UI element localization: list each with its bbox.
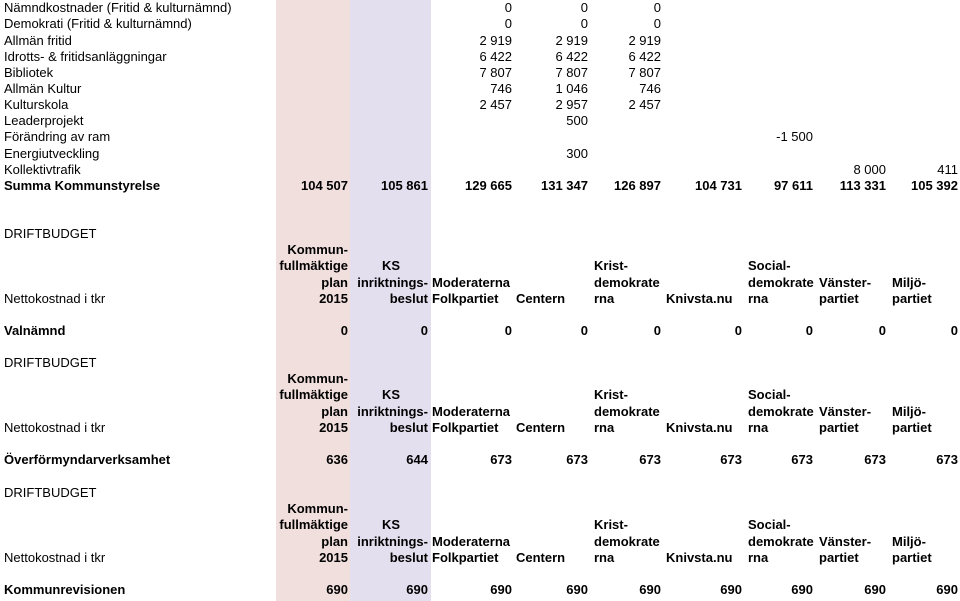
table-cell: 0 <box>504 16 512 31</box>
table-cell: 0 <box>734 323 742 338</box>
row-label: Allmän fritid <box>4 33 72 48</box>
section-title: DRIFTBUDGET <box>4 355 97 370</box>
column-header: 2015 <box>319 420 348 435</box>
table-cell: 6 422 <box>479 49 512 64</box>
column-header: Krist- <box>594 517 628 533</box>
row-label: Energiutveckling <box>4 146 100 161</box>
table-cell: 411 <box>937 162 958 177</box>
column-header: rna <box>748 291 769 306</box>
column-header: KS <box>382 517 401 533</box>
row-label: Kulturskola <box>4 97 69 112</box>
table-cell: 690 <box>406 582 428 597</box>
table-cell: 500 <box>566 113 588 128</box>
table-cell: 673 <box>936 452 958 467</box>
row-label: Leaderprojekt <box>4 113 84 128</box>
row-label: Bibliotek <box>4 65 54 80</box>
column-header: partiet <box>819 550 859 565</box>
total-row-label: Valnämnd <box>4 323 66 338</box>
column-header: partiet <box>819 291 859 306</box>
column-header: Kommun- <box>287 501 348 517</box>
table-cell: 7 807 <box>479 65 512 80</box>
column-header: Social- <box>748 387 791 403</box>
table-cell: 0 <box>420 323 428 338</box>
column-header: fullmäktige <box>279 387 348 403</box>
table-cell: 2 919 <box>555 33 588 48</box>
column-header: Vänster- <box>819 274 872 290</box>
column-header: Knivsta.nu <box>666 550 733 565</box>
row-label-nettokostnad: Nettokostnad i tkr <box>4 550 106 565</box>
column-header: Moderaterna <box>432 403 511 419</box>
column-header: Krist- <box>594 258 628 274</box>
table-cell: 0 <box>653 0 661 15</box>
column-header: Moderaterna <box>432 533 511 549</box>
column-header: 2015 <box>319 291 348 306</box>
table-cell: 0 <box>653 16 661 31</box>
table-cell: 2 919 <box>628 33 661 48</box>
table-cell: 0 <box>878 323 886 338</box>
table-cell: 673 <box>639 452 661 467</box>
column-header: fullmäktige <box>279 517 348 533</box>
table-cell: 673 <box>566 452 588 467</box>
column-header: Centern <box>516 420 566 435</box>
table-cell: 6 422 <box>628 49 661 64</box>
row-label: Summa Kommunstyrelse <box>4 178 161 193</box>
column-header: partiet <box>892 291 932 306</box>
column-header: Vänster- <box>819 403 872 419</box>
table-cell: 104 731 <box>695 178 742 193</box>
table-cell: 636 <box>326 452 348 467</box>
table-cell: -1 500 <box>776 129 813 144</box>
table-cell: 8 000 <box>853 162 886 177</box>
table-cell: 690 <box>490 582 512 597</box>
table-cell: 673 <box>864 452 886 467</box>
column-header: demokrate <box>748 533 814 549</box>
column-header: Centern <box>516 291 566 306</box>
table-cell: 690 <box>720 582 742 597</box>
table-cell: 105 392 <box>911 178 958 193</box>
table-cell: 0 <box>805 323 813 338</box>
row-label: Förändring av ram <box>4 129 111 144</box>
row-label: Allmän Kultur <box>4 81 82 96</box>
column-header: inriktnings- <box>357 403 428 419</box>
column-header: demokrate <box>594 403 660 419</box>
table-cell: 131 347 <box>541 178 588 193</box>
section-title: DRIFTBUDGET <box>4 485 97 500</box>
column-header: demokrate <box>748 274 814 290</box>
column-header: partiet <box>892 550 932 565</box>
column-header: Knivsta.nu <box>666 420 733 435</box>
column-header: Moderaterna <box>432 274 511 290</box>
table-cell: 746 <box>490 81 512 96</box>
column-header: Folkpartiet <box>432 420 499 435</box>
row-label: Kollektivtrafik <box>4 162 81 177</box>
column-header: demokrate <box>594 274 660 290</box>
table-cell: 7 807 <box>628 65 661 80</box>
column-header: Miljö- <box>892 533 926 549</box>
table-cell: 105 861 <box>381 178 428 193</box>
table-cell: 129 665 <box>465 178 512 193</box>
column-header: plan <box>321 533 348 549</box>
column-header: Kommun- <box>287 371 348 387</box>
table-cell: 113 331 <box>839 178 886 193</box>
table-cell: 644 <box>406 452 428 467</box>
table-cell: 673 <box>490 452 512 467</box>
table-cell: 0 <box>580 0 588 15</box>
column-header: plan <box>321 403 348 419</box>
table-cell: 126 897 <box>614 178 661 193</box>
table-cell: 690 <box>791 582 813 597</box>
column-header: Social- <box>748 517 791 533</box>
column-header: rna <box>594 420 615 435</box>
column-header: Knivsta.nu <box>666 291 733 306</box>
column-header: inriktnings- <box>357 274 428 290</box>
table-cell: 1 046 <box>555 81 588 96</box>
table-cell: 673 <box>791 452 813 467</box>
column-header: fullmäktige <box>279 258 348 274</box>
column-header: Miljö- <box>892 403 926 419</box>
row-label: Idrotts- & fritidsanläggningar <box>4 49 167 64</box>
column-header: KS <box>382 258 401 274</box>
table-cell: 690 <box>864 582 886 597</box>
table-cell: 690 <box>639 582 661 597</box>
table-cell: 6 422 <box>555 49 588 64</box>
column-header: beslut <box>389 420 428 435</box>
column-header: KS <box>382 387 401 403</box>
table-cell: 104 507 <box>301 178 348 193</box>
column-header: Kommun- <box>287 242 348 258</box>
column-header: Centern <box>516 550 566 565</box>
table-cell: 690 <box>936 582 958 597</box>
section-title: DRIFTBUDGET <box>4 226 97 241</box>
table-cell: 0 <box>580 16 588 31</box>
table-cell: 746 <box>639 81 661 96</box>
table-cell: 2 457 <box>479 97 512 112</box>
row-label-nettokostnad: Nettokostnad i tkr <box>4 420 106 435</box>
column-header: plan <box>321 274 348 290</box>
column-header: beslut <box>389 550 428 565</box>
table-cell: 0 <box>504 323 512 338</box>
column-header: demokrate <box>594 533 660 549</box>
column-header: Folkpartiet <box>432 550 499 565</box>
total-row-label: Överförmyndarverksamhet <box>4 452 171 467</box>
table-cell: 0 <box>653 323 661 338</box>
column-header: inriktnings- <box>357 533 428 549</box>
column-header: Folkpartiet <box>432 291 499 306</box>
column-header: partiet <box>819 420 859 435</box>
column-header: demokrate <box>748 403 814 419</box>
column-header: Miljö- <box>892 274 926 290</box>
table-cell: 7 807 <box>555 65 588 80</box>
table-cell: 690 <box>326 582 348 597</box>
total-row-label: Kommunrevisionen <box>4 582 126 597</box>
table-cell: 2 957 <box>555 97 588 112</box>
column-header: beslut <box>389 291 428 306</box>
table-cell: 0 <box>504 0 512 15</box>
table-cell: 0 <box>580 323 588 338</box>
column-header: Social- <box>748 258 791 274</box>
table-cell: 690 <box>566 582 588 597</box>
table-cell: 0 <box>950 323 958 338</box>
column-header: Vänster- <box>819 533 872 549</box>
column-header: rna <box>748 550 769 565</box>
column-header: Krist- <box>594 387 628 403</box>
column-header: rna <box>594 291 615 306</box>
column-header: 2015 <box>319 550 348 565</box>
table-cell: 2 457 <box>628 97 661 112</box>
row-label: Nämndkostnader (Fritid & kulturnämnd) <box>4 0 232 15</box>
row-label-nettokostnad: Nettokostnad i tkr <box>4 291 106 306</box>
table-cell: 300 <box>566 146 588 161</box>
column-header: rna <box>594 550 615 565</box>
column-header: partiet <box>892 420 932 435</box>
row-label: Demokrati (Fritid & kulturnämnd) <box>4 16 192 31</box>
column-header: rna <box>748 420 769 435</box>
table-cell: 673 <box>720 452 742 467</box>
table-cell: 97 611 <box>773 178 813 193</box>
table-cell: 0 <box>340 323 348 338</box>
table-cell: 2 919 <box>479 33 512 48</box>
